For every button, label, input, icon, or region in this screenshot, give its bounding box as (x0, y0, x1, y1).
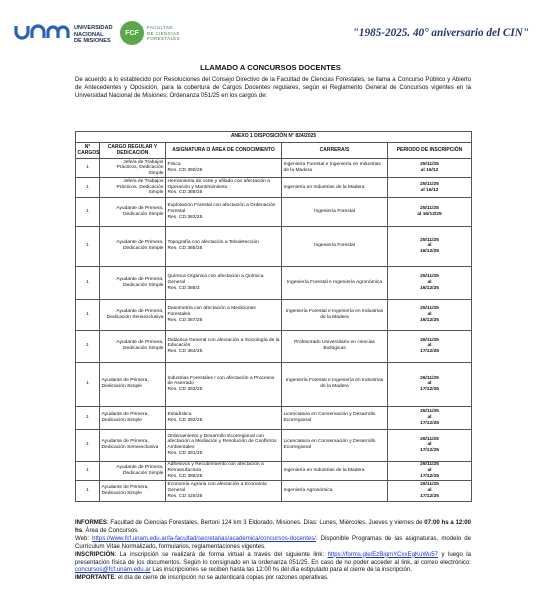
cargo-dedicacion: Ayudante de Primera, Dedicación Simple (116, 205, 164, 217)
periodo-sep: al 16/12 (420, 168, 439, 174)
inscripcion-text: : La inscripción se realizará de forma virtual a través del siguiente link: (114, 551, 328, 558)
periodo-sep: al (427, 343, 432, 349)
asignatura: Didáctica General con afectación a Sociología de la Educación (167, 337, 280, 349)
periodo-start: 25/11/25 (420, 181, 439, 187)
periodo-start: 26/11/25 (420, 409, 439, 415)
table-row (76, 330, 472, 362)
asignatura: Dasometría con afectación a Mediciones Forestales (167, 306, 256, 317)
periodo-start: 26/11/25 (420, 462, 439, 468)
web-label: Web: (75, 535, 90, 542)
resolucion: Res. CD 383/25 (167, 214, 203, 220)
cargo-count: 1 (86, 488, 89, 494)
unam-wordmark (74, 25, 113, 45)
cargo-count: 1 (86, 381, 89, 387)
resolucion: Res. CD 389/25 (167, 190, 203, 196)
periodo-sep: al 16/12/25 (417, 211, 442, 217)
unam-line-1: UNIVERSIDAD (74, 25, 113, 31)
cargo-count: 1 (86, 468, 89, 474)
periodo-start: 26/11/25 (420, 482, 439, 488)
asignatura: Ordenamiento y Desarrollo Ecorregional con afectación a Mediación y Resolución de Conflictos Ambientales (167, 433, 277, 451)
cargo-dedicacion: Ayudante de Primera, Dedicación Simple (116, 276, 164, 288)
periodo-sep: al 16/12 (420, 187, 439, 193)
periodo-start: 26/11/25 (420, 436, 439, 442)
carrera: Licenciatura en Conservación y Desarrollo Ecorregional (283, 411, 376, 423)
asignatura: Topografía con afectación a Teledetección (167, 240, 259, 246)
resolucion: Res. CD 392/25 (167, 417, 203, 423)
carrera: Ingeniería Forestal e Ingeniería en Industrias de la Madera (285, 308, 384, 320)
inscripcion-text-3: Las inscripciones se reciben hasta las 12:00 hs del día estipulado para el cierre de la inscripción. (150, 567, 412, 574)
table-row (76, 266, 472, 299)
periodo-end: 17/12/25 (419, 420, 440, 426)
carrera: Ingeniería en Industrias de la Madera (283, 468, 365, 474)
periodo-end: 17/12/25 (419, 448, 440, 454)
cargo-dedicacion: Ayudante de Primera, Dedicación Simple (101, 485, 149, 497)
periodo-start: 25/11/25 (420, 162, 439, 168)
carrera: Ingeniería en Industrias de la Madera (283, 184, 365, 190)
resolucion: Res. CD 385/25 (167, 246, 203, 252)
carrera: Ingeniería Forestal e Ingeniería en Industrias de la Madera (283, 162, 381, 174)
asignatura: Química Orgánica con afectación a Química General (167, 274, 264, 285)
periodo-sep: al (427, 381, 432, 387)
resolucion: Res. CD 384/25 (167, 349, 203, 355)
column-header: CARRERA/S (282, 143, 388, 159)
periodo-sep: al (427, 279, 432, 285)
table-row (76, 299, 472, 330)
informes-label: INFORMES (75, 520, 107, 526)
table-row (76, 481, 472, 502)
resolucion: Res. CD 393/25 (167, 387, 203, 393)
periodo-sep: al (427, 311, 432, 317)
periodo-end: 16/12/25 (419, 249, 440, 255)
unam-line-3: DE MISIONES (74, 38, 111, 45)
periodo-start: 26/11/25 (420, 337, 439, 343)
unam-logo-icon (14, 22, 70, 42)
asignatura: Física (167, 162, 181, 168)
table-row (76, 178, 472, 197)
asignatura: Adhesivos y Recubrimiento con afectación a Remanufactura (167, 462, 264, 474)
web-link[interactable]: https://www.fcf.unam.edu.ar/la-facultad/secretarias/academica/concursos-docentes/ (92, 535, 316, 542)
cargo-dedicacion: Ayudante de Primera, Dedicación Simple (101, 378, 149, 390)
form-link[interactable]: https://forms.gle/EzBigmYCxxEgKuWu57 (327, 551, 439, 558)
cargo-count: 1 (86, 208, 89, 214)
cargo-dedicacion: Jefe/a de Trabajos Prácticos, Dedicación Simple (116, 159, 164, 177)
carrera: Profesorado Universitario en ciencias Biológicas (293, 340, 375, 352)
column-header: PERIODO DE INSCRIPCIÓN (388, 143, 472, 159)
cargo-dedicacion: Ayudante de Primera, Dedicación Simple (116, 465, 164, 476)
fcf-line-1: FACULTAD (147, 25, 173, 30)
periodo-end: 16/12/25 (419, 285, 440, 291)
carrera: Licenciatura en Conservación y Desarrollo Ecorregional (283, 439, 376, 451)
resolucion: Res. CD 390/25 (167, 168, 203, 174)
periodo-start: 25/11/25 (420, 306, 439, 312)
email-link[interactable]: concursos@fcf.unam.edu.ar (75, 567, 151, 574)
periodo-sep: al (427, 442, 432, 448)
asignatura: Economía Agraria con afectación a Economía General (167, 482, 267, 494)
carrera: Ingeniería Forestal e Ingeniería en Industrias de la Madera (285, 378, 384, 390)
periodo-sep: al (427, 414, 432, 420)
fcf-wordmark (147, 25, 180, 42)
column-header: ASIGNATURA O ÁREA DE CONOCIMIENTO (166, 143, 282, 159)
inscripcion-text-2: y luego la presentación física de los documentos. Según lo consignado en la ordenanza 051/25. En caso de no poder acceder al link, al correo electrónico: (75, 551, 471, 566)
periodo-end: 16/12/25 (419, 317, 440, 323)
annex-title: ANEXO 1 DISPOSICIÓN N° 824/2025 (76, 132, 472, 143)
fcf-line-2: DE CIENCIAS (147, 30, 180, 36)
carrera: Ingeniería Forestal e Ingeniería Agronómica (286, 279, 383, 285)
resolucion: Res. CD 425/25 (167, 494, 203, 500)
cargo-count: 1 (86, 184, 89, 190)
intro-paragraph: De acuerdo a lo establecido por Resoluciones del Consejo Directivo de la Facultad de Ciencias Forestales, se llama a Concurso Público y Abierto de Antecedentes y Oposición, para la cobertura de Cargos Docentes regulares, según el Reglamento General de Concursos vigentes en la Universidad Nacional de Misiones, Ordenanza 051/25 en los cargos de: (75, 77, 471, 100)
asignatura: Explotación Forestal con afectación a Ordenación Forestal (167, 203, 276, 214)
fcf-logo-icon: FCF (120, 21, 144, 45)
carrera: Ingeniería Forestal (314, 243, 355, 249)
importante-label: IMPORTANTE (75, 575, 115, 582)
table-header-row (76, 143, 472, 159)
periodo-end: 17/12/25 (419, 473, 440, 479)
resolucion: Res. CD 391/25 (167, 451, 203, 457)
importante-text: : el día de cierre de inscripción no se autenticará copias por razones operativas. (114, 575, 329, 582)
table-row (76, 197, 472, 226)
cargo-dedicacion: Ayudante de Primera, Dedicación Semiexclusiva (106, 308, 164, 320)
periodo-sep: al (427, 243, 432, 249)
resolucion: Res. CD 388/2 (167, 285, 200, 291)
periodo-end: 17/12/25 (419, 494, 440, 500)
cargo-count: 1 (86, 165, 89, 171)
unam-line-2: NACIONAL (74, 31, 104, 38)
periodo-start: 25/11/25 (420, 205, 439, 211)
column-header: N° CARGOS (76, 143, 100, 159)
page-title: LLAMADO A CONCURSOS DOCENTES (200, 63, 341, 72)
web-text: . Disponible Programas de las asignaturas, modelo de Currículum Vitae Normalizado, formularios, reglamentaciones vigentes. (75, 535, 471, 550)
cargo-dedicacion: Ayudante de Primera, Dedicación Simple (116, 340, 164, 352)
resolucion: Res. CD 386/25 (167, 473, 203, 479)
cargo-dedicacion: Ayudante de Primera, Dedicación Simple (101, 411, 149, 423)
periodo-start: 26/11/25 (420, 375, 439, 381)
resolucion: Res. CD 387/25 (167, 317, 203, 323)
periodo-end: 17/12/25 (419, 349, 440, 355)
table-row (76, 406, 472, 429)
periodo-sep: al (427, 468, 432, 474)
table-row (76, 461, 472, 480)
periodo-start: 25/11/25 (420, 237, 439, 243)
cargo-dedicacion: Jefe/a de Trabajos Prácticos, Dedicación Simple (116, 178, 164, 196)
annex-table (75, 131, 472, 502)
carrera: Ingeniería Agronómica (283, 488, 333, 494)
anniversary-banner: "1985-2025. 40° aniversario del CIN" (352, 27, 529, 39)
cargo-count: 1 (86, 279, 89, 285)
table-row (76, 429, 472, 461)
cargo-count: 1 (86, 311, 89, 317)
cargo-count: 1 (86, 414, 89, 420)
cargo-count: 1 (86, 343, 89, 349)
cargo-dedicacion: Ayudante de Primera, Dedicación Semiexclusiva (101, 439, 159, 451)
table-row (76, 226, 472, 266)
asignatura: Industrias Forestales I con afectación a Procesos de Aserrado (167, 375, 275, 387)
cargo-count: 1 (86, 442, 89, 448)
carrera: Ingeniería Forestal (314, 208, 355, 214)
fcf-line-3: FORESTALES (147, 36, 181, 42)
periodo-sep: al (427, 488, 432, 494)
asignatura: Estadística (167, 411, 192, 417)
cargo-dedicacion: Ayudante de Primera, Dedicación Simple (116, 240, 164, 252)
asignatura: Herramienta de corte y afilado con afectación a Operación y Mantenimiento (167, 178, 270, 190)
area-text: . Área de Concursos. (82, 527, 139, 534)
page-header (0, 0, 541, 48)
office-hours: 07:00 hs a 12:00 hs (75, 520, 471, 534)
informes-text: : Facultad de Ciencias Forestales, Bertoni 124 km 3 Eldorado, Misiones. Días: Lunes, Miércoles, Jueves y viernes de (106, 520, 425, 526)
periodo-end: 17/12/25 (419, 387, 440, 393)
table-row (76, 362, 472, 406)
cargo-count: 1 (86, 243, 89, 249)
table-row (76, 159, 472, 178)
periodo-start: 25/11/25 (420, 274, 439, 280)
column-header: CARGO REGULAR Y DEDICACIÓN (100, 143, 166, 159)
inscripcion-label: INSCRIPCIÓN (75, 551, 115, 558)
footer-info (75, 520, 471, 583)
